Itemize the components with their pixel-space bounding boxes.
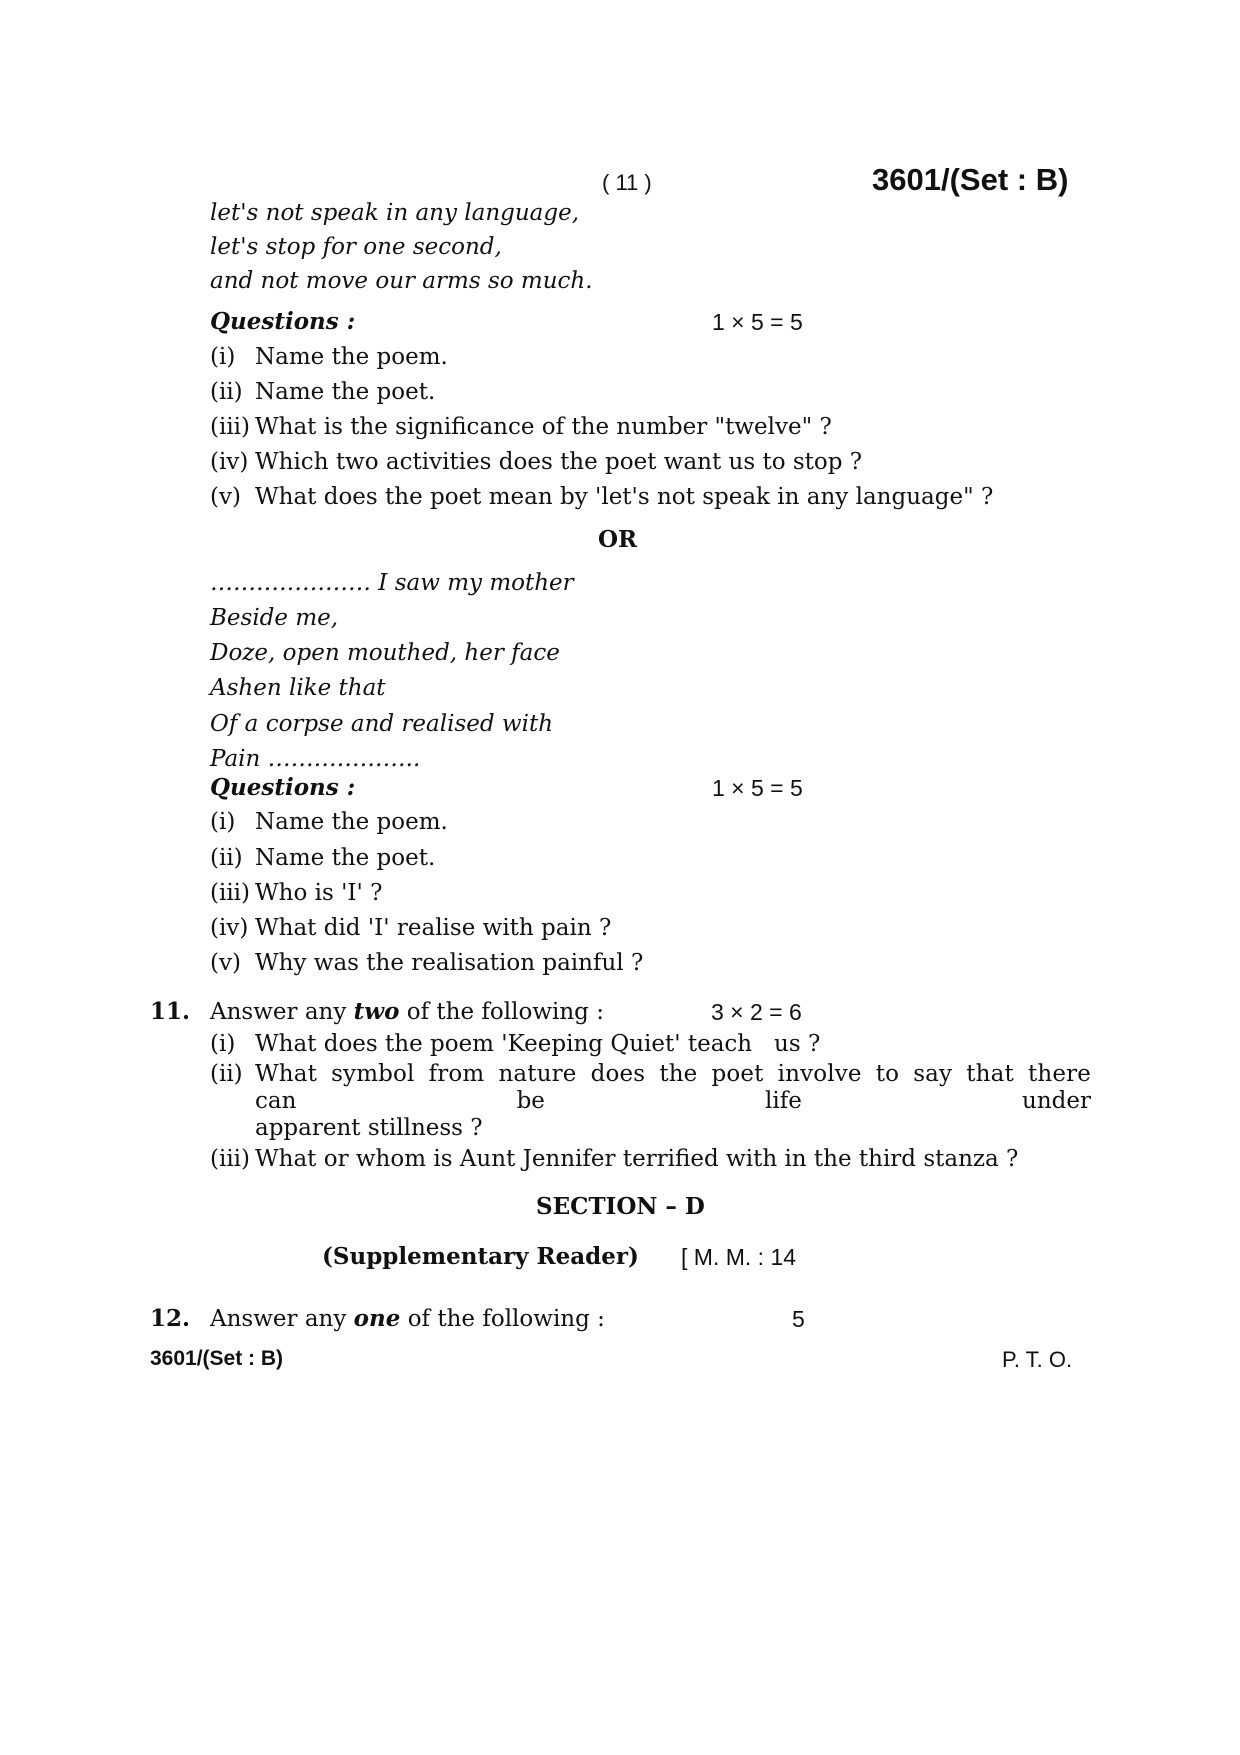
- poem1-marks: 1 × 5 = 5: [712, 309, 803, 335]
- question-text: Name the poet.: [255, 379, 436, 405]
- section-title: SECTION – D: [536, 1193, 705, 1220]
- question-text: Name the poet.: [255, 845, 436, 871]
- question-label: (v): [210, 484, 241, 510]
- question-text: What does the poem 'Keeping Quiet' teach us ?: [255, 1031, 821, 1057]
- section-max-marks: [ M. M. : 14: [681, 1244, 797, 1270]
- question-label: (i): [210, 344, 236, 370]
- intro-text: of the following :: [406, 999, 604, 1025]
- question-text: Name the poem.: [255, 809, 448, 835]
- question-text: Who is 'I' ?: [255, 880, 383, 906]
- list-item: [0, 1061, 1240, 1145]
- or-divider: OR: [598, 526, 638, 553]
- question-11-intro: [210, 998, 604, 1025]
- question-number: 12.: [150, 1305, 191, 1332]
- poem1-line: let's not speak in any language,: [210, 200, 580, 226]
- question-11-marks: 3 × 2 = 6: [711, 999, 802, 1025]
- question-label: (ii): [210, 845, 243, 871]
- question-12-marks: 5: [792, 1306, 805, 1332]
- question-text-justified-line: [255, 1088, 1091, 1115]
- question-text: What is the significance of the number "twelve" ?: [255, 414, 832, 440]
- poem1-questions-label: Questions :: [210, 308, 356, 335]
- question-text: What symbol from nature does the poet involve to say that there: [255, 1061, 1091, 1087]
- intro-text: of the following :: [407, 1306, 605, 1332]
- word: under: [1022, 1088, 1091, 1114]
- question-label: (i): [210, 1031, 236, 1057]
- question-text: Name the poem.: [255, 344, 448, 370]
- poem2-line: Beside me,: [210, 605, 339, 631]
- intro-emphasis: one: [353, 1305, 401, 1332]
- poem2-marks: 1 × 5 = 5: [712, 775, 803, 801]
- question-text: What does the poet mean by 'let's not speak in any language" ?: [255, 484, 994, 510]
- word: can: [255, 1088, 297, 1114]
- poem1-line: and not move our arms so much.: [210, 268, 593, 294]
- question-label: (i): [210, 809, 236, 835]
- question-label: (ii): [210, 379, 243, 405]
- section-subtitle: (Supplementary Reader): [322, 1243, 639, 1270]
- poem2-line: ………………… I saw my mother: [210, 570, 574, 596]
- word: be: [516, 1088, 545, 1114]
- intro-emphasis: two: [353, 998, 400, 1025]
- question-label: (iv): [210, 449, 249, 475]
- question-label: (iii): [210, 1146, 251, 1172]
- question-text: apparent stillness ?: [255, 1115, 483, 1141]
- question-text: Which two activities does the poet want us to stop ?: [255, 449, 863, 475]
- question-number: 11.: [150, 998, 191, 1025]
- pto-label: P. T. O.: [1002, 1347, 1073, 1372]
- question-label: (iii): [210, 880, 251, 906]
- question-label: (iii): [210, 414, 251, 440]
- question-12-intro: [210, 1305, 605, 1332]
- poem1-line: let's stop for one second,: [210, 234, 502, 260]
- poem2-line: Of a corpse and realised with: [210, 711, 554, 737]
- question-text: Why was the realisation painful ?: [255, 950, 644, 976]
- paper-code-header: 3601/(Set : B): [872, 162, 1069, 197]
- intro-text: Answer any: [210, 999, 347, 1025]
- poem2-questions-label: Questions :: [210, 774, 356, 801]
- word: life: [765, 1088, 802, 1114]
- question-label: (iv): [210, 915, 249, 941]
- poem2-line: Ashen like that: [210, 675, 386, 701]
- question-label: (v): [210, 950, 241, 976]
- poem2-line: Pain ………………..: [210, 746, 421, 772]
- poem2-line: Doze, open mouthed, her face: [210, 640, 560, 666]
- question-label: (ii): [210, 1061, 243, 1087]
- page-number: ( 11 ): [602, 170, 652, 195]
- intro-text: Answer any: [210, 1306, 347, 1332]
- question-text: What or whom is Aunt Jennifer terrified with in the third stanza ?: [255, 1146, 1019, 1172]
- paper-code-footer: 3601/(Set : B): [150, 1347, 284, 1370]
- question-text: What did 'I' realise with pain ?: [255, 915, 612, 941]
